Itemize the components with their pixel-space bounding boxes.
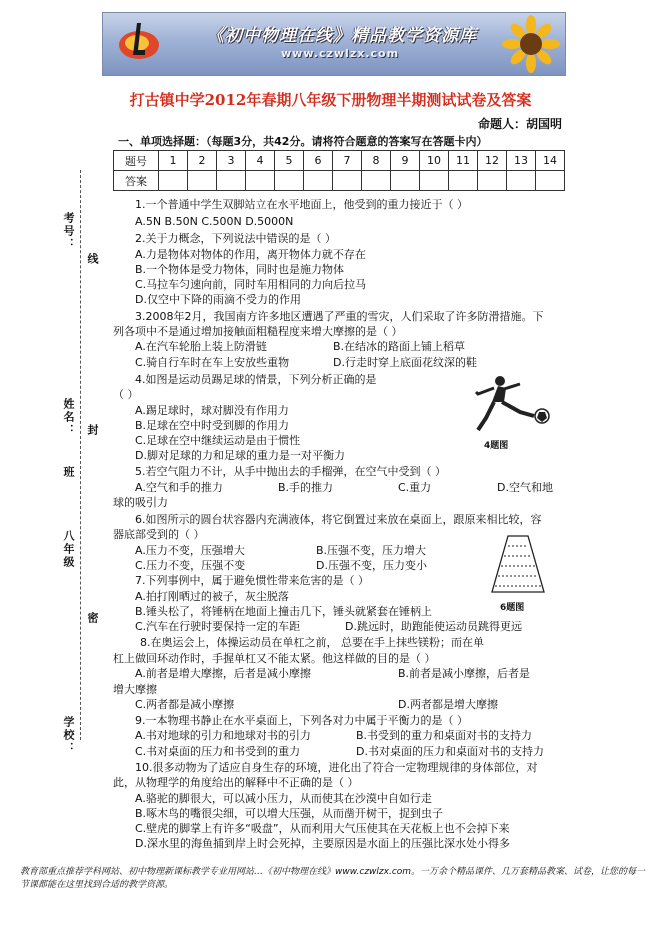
question-option: C.骑自行车时在车上安放些重物 <box>135 356 290 369</box>
question-option: C.壁虎的脚掌上有许多“吸盘”，从而利用大气压使其在天花板上也不会掉下来 <box>135 822 510 835</box>
question-option: A.压力不变，压强增大 <box>135 544 245 557</box>
question-number-cell: 7 <box>333 151 362 171</box>
question-option: B.锤头松了，将锤柄在地面上撞击几下，锤头就紧套在锤柄上 <box>135 605 433 618</box>
question-option: B.压强不变，压力增大 <box>316 544 427 557</box>
figure-6-caption: 6题图 <box>500 603 525 613</box>
question-option: B.书受到的重力和桌面对书的支持力 <box>356 729 533 742</box>
question-number-cell: 5 <box>275 151 304 171</box>
question-text: 杠上做回环动作时，手握单杠又不能太紧。他这样做的目的是（ ） <box>113 652 436 665</box>
banner-url: www.czwlzx.com <box>281 47 400 60</box>
answer-sheet-table <box>113 150 565 191</box>
question-option: D.深水里的海鱼捕到岸上时会死掉，主要原因是水面上的压强比深水处小得多 <box>135 837 510 850</box>
question-option: A.前者是增大摩擦，后者是减小摩擦 <box>135 667 311 680</box>
answer-cell[interactable] <box>362 171 391 191</box>
question-option: A.力是物体对物体的作用，离开物体力就不存在 <box>135 248 366 261</box>
question-text: 7.下列事例中，属于避免惯性带来危害的是（ ） <box>135 574 369 587</box>
question-number-cell: 11 <box>449 151 478 171</box>
question-option: B.手的推力 <box>278 481 334 494</box>
question-number-cell: 6 <box>304 151 333 171</box>
class-label: 班 <box>62 466 75 479</box>
question-option: 球的吸引力 <box>113 496 168 509</box>
question-option: D.空气和地 <box>497 481 553 494</box>
question-number-cell: 4 <box>246 151 275 171</box>
binding-line <box>80 170 81 740</box>
question-option: C.重力 <box>398 481 432 494</box>
question-option: 增大摩擦 <box>113 683 157 696</box>
answer-cell[interactable] <box>217 171 246 191</box>
question-option: C.马拉车匀速向前，同时车用相同的力向后拉马 <box>135 278 367 291</box>
answer-cell[interactable] <box>507 171 536 191</box>
question-option: A.5N B.50N C.500N D.5000N <box>135 215 294 228</box>
question-text: 列各项中不是通过增加接触面粗糙程度来增大摩擦的是（ ） <box>113 325 403 338</box>
question-text: 10.很多动物为了适应自身生存的环境，进化出了符合一定物理规律的身体部位，对 <box>135 761 538 774</box>
question-option: C.书对桌面的压力和书受到的重力 <box>135 745 301 758</box>
sunflower-icon <box>491 15 561 73</box>
question-text: 此，从物理学的角度给出的解释中不正确的是（ ） <box>113 776 359 789</box>
question-option: B.足球在空中时受到脚的作用力 <box>135 419 290 432</box>
question-text: 4.如图是运动员踢足球的情景，下列分析正确的是 <box>135 373 377 386</box>
answer-cell[interactable] <box>188 171 217 191</box>
question-option: C.足球在空中继续运动是由于惯性 <box>135 434 301 447</box>
banner-title: 《初中物理在线》精品教学资源库 <box>207 26 477 46</box>
question-option: D.仅空中下降的雨滴不受力的作用 <box>135 293 301 306</box>
answer-cell[interactable] <box>420 171 449 191</box>
author-line: 命题人：胡国明 <box>478 117 563 131</box>
exam-number-label: 考号： <box>62 212 75 251</box>
header-banner <box>102 12 566 76</box>
question-option: D.跳远时，助跑能使运动员跳得更远 <box>345 620 522 633</box>
soccer-player-figure <box>464 372 554 436</box>
question-option: C.汽车在行驶时要保持一定的车距 <box>135 620 301 633</box>
question-number-cell: 13 <box>507 151 536 171</box>
document-title: 打古镇中学2012年春期八年级下册物理半期测试试卷及答案 <box>129 91 532 109</box>
question-text: 8.在奥运会上，体操运动员在单杠之前， 总要在手上抹些镁粉；而在单 <box>140 636 484 649</box>
answer-cell[interactable] <box>246 171 275 191</box>
question-option: A.骆驼的脚很大，可以减小压力，从而使其在沙漠中自如行走 <box>135 792 432 805</box>
question-number-cell: 12 <box>478 151 507 171</box>
question-option: D.行走时穿上底面花纹深的鞋 <box>333 356 477 369</box>
question-number-cell: 14 <box>536 151 565 171</box>
question-number-cell: 3 <box>217 151 246 171</box>
question-text: （ ） <box>113 388 139 401</box>
question-option: A.在汽车轮胎上装上防滑链 <box>135 340 267 353</box>
binding-line-label: 线 <box>86 253 99 266</box>
school-label: 学校： <box>62 716 75 755</box>
question-text: 3.2008年2月，我国南方许多地区遭遇了严重的雪灾，人们采取了许多防滑措施。下 <box>135 310 544 323</box>
question-option: A.空气和手的推力 <box>135 481 223 494</box>
table-row <box>114 151 565 171</box>
answer-cell[interactable] <box>536 171 565 191</box>
answer-cell[interactable] <box>449 171 478 191</box>
question-number-cell: 8 <box>362 151 391 171</box>
question-number-cell: 10 <box>420 151 449 171</box>
answer-cell[interactable] <box>275 171 304 191</box>
question-option: C.两者都是减小摩擦 <box>135 698 235 711</box>
question-option: B.在结冰的路面上铺上稻草 <box>333 340 466 353</box>
question-number-cell: 1 <box>159 151 188 171</box>
question-option: D.两者都是增大摩擦 <box>398 698 498 711</box>
answer-cell[interactable] <box>333 171 362 191</box>
table-header-cell: 答案 <box>114 171 159 191</box>
answer-cell[interactable] <box>304 171 333 191</box>
answer-cell[interactable] <box>478 171 507 191</box>
question-text: 器底部受到的（ ） <box>113 528 205 541</box>
name-label: 姓名： <box>62 398 75 437</box>
figure-4-caption: 4题图 <box>484 441 509 451</box>
question-option: A.踢足球时，球对脚没有作用力 <box>135 404 289 417</box>
question-text: 5.若空气阻力不计，从手中抛出去的手榴弹，在空气中受到（ ） <box>135 465 446 478</box>
question-text: 2.关于力概念，下列说法中错误的是（ ） <box>135 232 336 245</box>
question-option: C.压力不变，压强不变 <box>135 559 246 572</box>
question-text: 9.一本物理书静止在水平桌面上，下列各对力中属于平衡力的是（ ） <box>135 714 468 727</box>
answer-cell[interactable] <box>391 171 420 191</box>
question-option: D.脚对足球的力和足球的重力是一对平衡力 <box>135 449 345 462</box>
question-option: A.书对地球的引力和地球对书的引力 <box>135 729 311 742</box>
binding-seal-label: 封 <box>86 424 99 437</box>
page-footer: 教育部重点推荐学科网站、初中物理新课标教学专业用网站…《初中物理在线》www.czwlzx.com。一万余个精品课件、几万套精品教案、试卷，让您的每一节课都能在这里找到合适的教学资源。 <box>20 867 646 890</box>
question-option: A.拍打刚晒过的被子，灰尘脱落 <box>135 590 289 603</box>
question-text: 6.如图所示的圆台状容器内充满液体，将它倒置过来放在桌面上，跟原来相比较，容 <box>135 513 542 526</box>
question-option: D.书对桌面的压力和桌面对书的支持力 <box>356 745 544 758</box>
question-option: D.压强不变，压力变小 <box>316 559 427 572</box>
table-row <box>114 171 565 191</box>
question-option: B.一个物体是受力物体，同时也是施力物体 <box>135 263 345 276</box>
question-text: 1.一个普通中学生双脚站立在水平地面上，他受到的重力接近于（ ） <box>135 198 468 211</box>
question-number-cell: 9 <box>391 151 420 171</box>
question-option: B.前者是减小摩擦，后者是 <box>398 667 531 680</box>
question-number-cell: 2 <box>188 151 217 171</box>
table-header-cell: 题号 <box>114 151 159 171</box>
binding-secret-label: 密 <box>86 612 99 625</box>
section-heading: 一、单项选择题：（每题3分，共42分。请将符合题意的答案写在答题卡内） <box>118 135 488 148</box>
grade-label: 八年级 <box>62 530 75 569</box>
site-logo-icon <box>117 19 161 65</box>
question-option: B.啄木鸟的嘴很尖细，可以增大压强，从而凿开树干，捉到虫子 <box>135 807 444 820</box>
answer-cell[interactable] <box>159 171 188 191</box>
frustum-container-figure <box>488 532 548 596</box>
